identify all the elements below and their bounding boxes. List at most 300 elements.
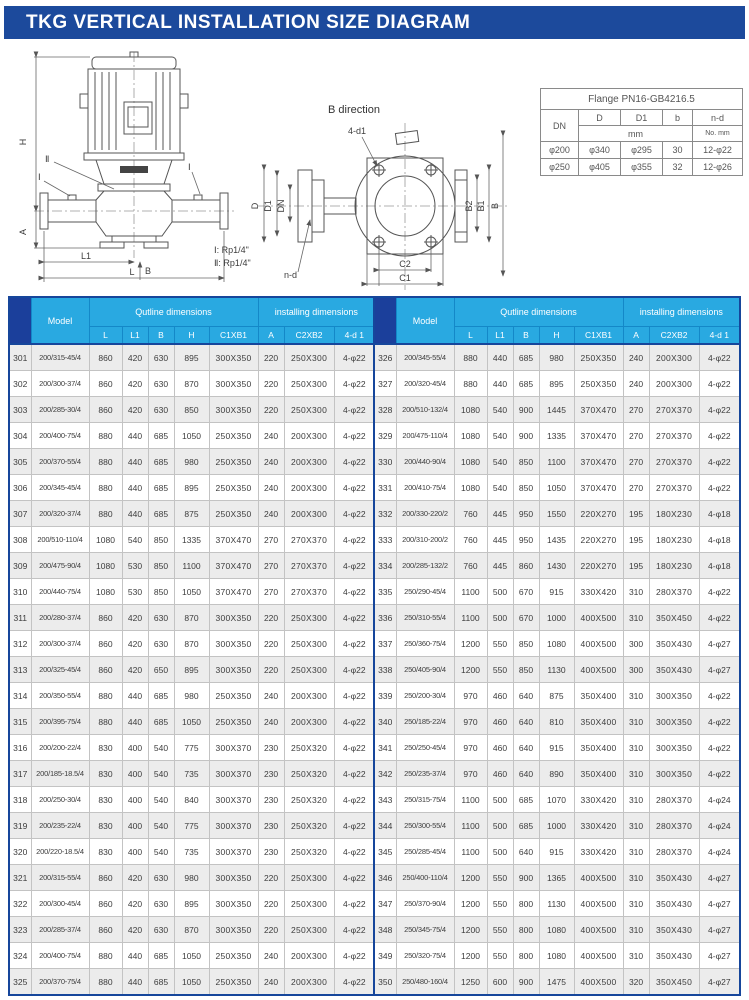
dimension-cell: 270X370 [649,397,699,423]
dimension-cell: 310 [623,605,649,631]
dimension-cell: 310 [623,709,649,735]
dimension-cell: 310 [623,761,649,787]
title-banner [4,6,745,39]
dimension-cell: 240 [258,449,284,475]
dimension-cell: 4-φ27 [699,891,740,917]
table-row [9,761,375,787]
model-cell: 250/405-90/4 [396,657,454,683]
dimension-cell: 540 [148,813,174,839]
dimension-cell: 1130 [539,891,574,917]
dimension-cell: 300X350 [209,865,258,891]
row-number-cell: φ250 [541,159,579,176]
table-row [374,657,740,683]
dimension-cell: 440 [122,423,148,449]
model-cell: 200/345-45/4 [31,475,89,501]
dimension-cell: 1080 [89,579,122,605]
dimension-cell: 445 [487,527,513,553]
dimension-cell: 195 [623,527,649,553]
dimension-cell: 4-φ18 [699,527,740,553]
dimension-cell: 420 [122,917,148,943]
dimension-cell: 220 [258,605,284,631]
dimension-cell: 500 [487,839,513,865]
dimension-cell: 970 [454,709,487,735]
col-C2XB2: C2XB2 [649,327,699,345]
dimension-cell: 1100 [539,449,574,475]
dimension-cell: 200X300 [284,683,334,709]
row-number-cell: 326 [374,344,396,371]
dimension-cell: 250X350 [574,371,623,397]
dimension-cell: 870 [174,371,209,397]
table-row [9,423,375,449]
table-row [374,344,740,371]
dimension-cell: 300X370 [209,839,258,865]
col-C2XB2: C2XB2 [284,327,334,345]
dimension-cell: 1200 [454,917,487,943]
dimension-cell: 1080 [89,527,122,553]
dimension-cell: 250X320 [284,787,334,813]
dimension-cell: 270 [258,579,284,605]
row-number-cell: 315 [9,709,31,735]
dimension-cell: 685 [513,371,539,397]
dimension-cell: 220 [258,344,284,371]
dimension-cell: 860 [89,891,122,917]
table-row [374,943,740,969]
dimension-cell: 220 [258,891,284,917]
row-number-cell: 303 [9,397,31,423]
dimension-cell: 500 [487,813,513,839]
dimension-cell: 445 [487,553,513,579]
flange-col-dn: DN [541,110,579,142]
dimension-cell: 460 [487,761,513,787]
dimension-cell: 1050 [174,969,209,996]
row-number-cell: 304 [9,423,31,449]
table-row [374,371,740,397]
thread-notes [214,244,251,270]
dimension-cell: 880 [89,423,122,449]
dimension-cell: 270X370 [284,527,334,553]
dimension-cell: 300X350 [209,631,258,657]
dimension-cell: 1365 [539,865,574,891]
dimension-cell: 4-φ22 [334,397,375,423]
dimension-cell: 1200 [454,657,487,683]
dimension-cell: 640 [513,683,539,709]
table-row [9,449,375,475]
dimension-cell: 300X370 [209,735,258,761]
dimension-cell: 460 [487,709,513,735]
dimension-cell: 4-φ22 [334,891,375,917]
dimension-cell: 310 [623,891,649,917]
dimension-cell: 440 [122,501,148,527]
dimension-cell: 4-φ18 [699,501,740,527]
model-cell: 200/285-30/4 [31,397,89,423]
dimension-cell: 4-φ22 [699,709,740,735]
model-cell: 200/510-132/4 [396,397,454,423]
row-number-cell: 309 [9,553,31,579]
dimension-cell: 220 [258,631,284,657]
installing-dimensions-header: installing dimensions [623,297,740,327]
flange-col-nd: n-d [693,110,743,126]
dimension-cell: 30 [663,142,693,159]
model-cell: 250/480-160/4 [396,969,454,996]
model-cell: 200/410-75/4 [396,475,454,501]
row-number-cell: 347 [374,891,396,917]
row-number-cell: φ200 [541,142,579,159]
dimension-cell: 1335 [174,527,209,553]
model-cell: 200/250-30/4 [31,787,89,813]
dimension-cell: 1050 [174,579,209,605]
table-row [541,142,743,159]
dimension-cell: 440 [122,943,148,969]
dimension-cell: 350X430 [649,631,699,657]
col-H: H [174,327,209,345]
dimension-cell: 280X370 [649,787,699,813]
dimension-cell: 440 [122,969,148,996]
dimension-cell: 630 [148,891,174,917]
dimension-cell: 1080 [539,631,574,657]
dimension-cell: 400X500 [574,917,623,943]
dimension-cell: 250X350 [209,501,258,527]
model-cell: 250/360-75/4 [396,631,454,657]
dimension-cell: 250X300 [284,865,334,891]
row-number-cell: 342 [374,761,396,787]
row-number-cell: 345 [374,839,396,865]
dimension-cell: 300X370 [209,761,258,787]
row-number-cell: 349 [374,943,396,969]
dimension-cell: 370X470 [574,475,623,501]
dimension-cell: 880 [89,683,122,709]
dimension-cell: 800 [513,891,539,917]
dimension-cell: 220X270 [574,527,623,553]
dimension-cell: 300 [623,631,649,657]
dimension-cell: 830 [89,761,122,787]
dimension-cell: 270 [623,423,649,449]
dimension-cell: 310 [623,683,649,709]
dimension-cell: 270X370 [649,449,699,475]
row-number-cell: 319 [9,813,31,839]
row-number-cell: 307 [9,501,31,527]
dim-label-B1: B1 [476,200,486,212]
dimension-cell: 240 [258,943,284,969]
dimension-cell: 760 [454,527,487,553]
table-row [9,501,375,527]
model-cell: φ405 [579,159,621,176]
dimension-cell: 270 [623,397,649,423]
dimension-cell: 4-φ27 [699,631,740,657]
dimension-cell: 860 [513,553,539,579]
dimension-cell: 4-φ22 [334,969,375,996]
flange-col-d: D [579,110,621,126]
row-number-cell: 348 [374,917,396,943]
dimension-cell: 300X370 [209,813,258,839]
dimension-cell: 880 [89,969,122,996]
dimension-cell: 4-φ22 [334,605,375,631]
flange-unit-mm: mm [579,126,693,142]
dimension-cell: 670 [513,605,539,631]
dimension-cell: 300 [623,657,649,683]
model-cell: 250/345-75/4 [396,917,454,943]
dimension-cell: 540 [148,735,174,761]
dimension-cell: 350X430 [649,657,699,683]
label-I-left: Ⅰ [38,172,41,182]
table-row [374,969,740,996]
model-cell: 250/315-75/4 [396,787,454,813]
table-body-left [9,344,375,995]
dimension-cell: 870 [174,917,209,943]
dimension-cell: 915 [539,735,574,761]
dimension-cell: 270 [623,475,649,501]
dimension-cell: 540 [487,449,513,475]
dimension-cell: 4-φ27 [699,865,740,891]
dimension-cell: 220 [258,371,284,397]
dim-label-C2: C2 [399,259,411,269]
dim-label-l: L [129,267,135,277]
dimension-cell: 850 [513,657,539,683]
dimension-cell: 310 [623,943,649,969]
dimension-cell: 860 [89,917,122,943]
flange-unit-no-mm: No. mm [693,126,743,142]
dimension-cell: 270X370 [649,475,699,501]
dimension-cell: 850 [513,631,539,657]
dimension-cell: 220 [258,917,284,943]
dimension-cell: 550 [487,631,513,657]
dimension-cell: 540 [487,397,513,423]
flange-spec-table [540,88,743,176]
dimension-cell: 4-φ22 [699,735,740,761]
label-II: Ⅱ [45,154,50,164]
dimension-cell: 550 [487,657,513,683]
dimension-cell: 300X350 [209,657,258,683]
dimension-cell: 400 [122,787,148,813]
table-row [9,344,375,371]
col-C1XB1: C1XB1 [574,327,623,345]
dimension-cell: 875 [174,501,209,527]
dimension-cell: 440 [487,371,513,397]
dimension-cell: 4-φ22 [334,943,375,969]
pump-b-direction-drawing [250,118,512,293]
dimension-cell: 220 [258,397,284,423]
model-cell: 250/200-30/4 [396,683,454,709]
table-row [9,605,375,631]
dimension-cell: 250X300 [284,344,334,371]
dimension-cell: 220 [258,865,284,891]
dimension-cell: 350X430 [649,891,699,917]
dimension-cell: 420 [122,657,148,683]
dimension-cell: 850 [148,553,174,579]
dimension-cell: 400X500 [574,865,623,891]
row-number-cell: 308 [9,527,31,553]
dimension-cell: 1100 [454,813,487,839]
dimension-cell: 200X300 [649,344,699,371]
dimension-cell: 530 [122,579,148,605]
dimension-cell: 4-φ18 [699,553,740,579]
dimension-cell: 300X350 [649,683,699,709]
table-row [374,423,740,449]
dimension-cell: 350X430 [649,865,699,891]
dim-label-C1: C1 [399,273,411,283]
dimension-cell: 4-φ27 [699,969,740,996]
dimension-cell: 685 [148,501,174,527]
dimension-cell: 400X500 [574,891,623,917]
dimension-cell: 1430 [539,553,574,579]
dimension-cell: 970 [454,761,487,787]
row-number-cell: 328 [374,397,396,423]
dimension-cell: 900 [513,969,539,996]
dimension-cell: 300X350 [649,735,699,761]
model-cell: 200/350-55/4 [31,683,89,709]
dimension-cell: 860 [89,605,122,631]
model-cell: 200/280-37/4 [31,605,89,631]
dimension-cell: 400X500 [574,657,623,683]
row-number-cell: 310 [9,579,31,605]
dimension-cell: 440 [122,475,148,501]
dimension-cell: 250X300 [284,917,334,943]
dimension-cell: 250X350 [209,943,258,969]
dimension-cell: 4-φ24 [699,787,740,813]
dimension-cell: 500 [487,605,513,631]
model-cell: 200/475-90/4 [31,553,89,579]
flange-col-b: b [663,110,693,126]
dimension-cell: 830 [89,839,122,865]
dimension-cell: 330X420 [574,839,623,865]
note-plug-i: Ⅰ: Rp1/4" [214,245,249,255]
dimension-cell: 860 [89,631,122,657]
dimension-cell: 860 [89,371,122,397]
dimension-cell: 310 [623,813,649,839]
dimension-cell: 760 [454,501,487,527]
dimension-cell: 240 [258,683,284,709]
dimension-cell: 300X350 [649,761,699,787]
model-cell: 200/285-132/2 [396,553,454,579]
dimension-cell: 1080 [539,943,574,969]
dimension-cell: 250X350 [574,344,623,371]
table-row [374,683,740,709]
row-number-cell: 301 [9,344,31,371]
dimension-cell: 300X350 [209,605,258,631]
row-number-cell: 330 [374,449,396,475]
col-H: H [539,327,574,345]
dimension-cell: 310 [623,865,649,891]
dimension-cell: 400 [122,735,148,761]
table-row [9,891,375,917]
dimension-cell: 230 [258,813,284,839]
dimension-cell: 1100 [454,787,487,813]
dimension-cell: 310 [623,579,649,605]
dimension-cell: 4-φ22 [334,501,375,527]
dimension-cell: 640 [513,839,539,865]
dimension-cell: 970 [454,735,487,761]
dimension-cell: 870 [174,631,209,657]
dimension-cell: 1070 [539,787,574,813]
table-row [374,813,740,839]
dimension-cell: 685 [148,475,174,501]
dimension-cell: 530 [122,553,148,579]
dimension-cell: 640 [513,761,539,787]
dimension-cell: 1475 [539,969,574,996]
table-row [374,553,740,579]
dimension-cell: 280X370 [649,839,699,865]
col-L1: L1 [122,327,148,345]
dimension-cell: 330X420 [574,787,623,813]
dim-label-D1: D1 [263,200,273,212]
model-cell: 200/345-55/4 [396,344,454,371]
col-4d1: 4-d 1 [334,327,375,345]
dimension-cell: 685 [148,943,174,969]
dimension-cell: 950 [513,527,539,553]
table-row [9,631,375,657]
dimension-cell: 830 [89,813,122,839]
dimension-cell: 250X320 [284,761,334,787]
dimension-cell: 4-φ24 [699,839,740,865]
row-number-cell: 324 [9,943,31,969]
dimension-cell: 735 [174,839,209,865]
model-cell: 200/370-55/4 [31,449,89,475]
dimension-cell: 4-φ22 [334,839,375,865]
model-cell: 200/300-45/4 [31,891,89,917]
dimension-cell: 4-φ22 [699,423,740,449]
row-number-cell: 329 [374,423,396,449]
dimension-cell: 840 [174,787,209,813]
row-number-cell: 333 [374,527,396,553]
row-number-cell: 313 [9,657,31,683]
col-B: B [513,327,539,345]
dimension-cell: 860 [89,397,122,423]
dimension-cell: 300X370 [209,787,258,813]
table-row [9,475,375,501]
model-header: Model [396,297,454,344]
dimension-cell: 250X320 [284,813,334,839]
table-row [374,735,740,761]
table-row [9,813,375,839]
dimension-cell: 880 [89,449,122,475]
dim-label-b: B [145,266,152,276]
row-number-cell: 306 [9,475,31,501]
dimension-cell: 440 [487,344,513,371]
row-number-cell: 344 [374,813,396,839]
dimension-cell: 4-φ22 [699,397,740,423]
dimension-cell: 685 [148,423,174,449]
dimension-cell: 250X320 [284,735,334,761]
dimension-cell: 4-φ22 [334,631,375,657]
table-row [374,917,740,943]
model-cell: 250/235-37/4 [396,761,454,787]
dimension-cell: 200X300 [649,371,699,397]
dimension-cell: 1050 [174,709,209,735]
dimension-cell: 915 [539,579,574,605]
dimension-cell: 400 [122,813,148,839]
dimension-cell: 850 [174,397,209,423]
dimension-cell: 250X300 [284,657,334,683]
dimension-cell: 400X500 [574,943,623,969]
dimension-cell: 915 [539,839,574,865]
table-row [9,553,375,579]
dimension-cell: 980 [539,344,574,371]
dimension-cell: 330X420 [574,579,623,605]
dimension-cell: 370X470 [574,449,623,475]
dimension-cell: 600 [487,969,513,996]
dimension-cell: 420 [122,605,148,631]
dimension-cell: 370X470 [574,423,623,449]
dimension-cell: 330X420 [574,813,623,839]
dimension-cell: 630 [148,371,174,397]
dimension-cell: 250X300 [284,631,334,657]
dimension-cell: 630 [148,631,174,657]
row-number-cell: 335 [374,579,396,605]
dimension-cell: 440 [122,683,148,709]
dimension-cell: 540 [148,761,174,787]
dimension-cell: 900 [513,423,539,449]
dimension-cell: 685 [513,813,539,839]
dimension-cell: 440 [122,709,148,735]
